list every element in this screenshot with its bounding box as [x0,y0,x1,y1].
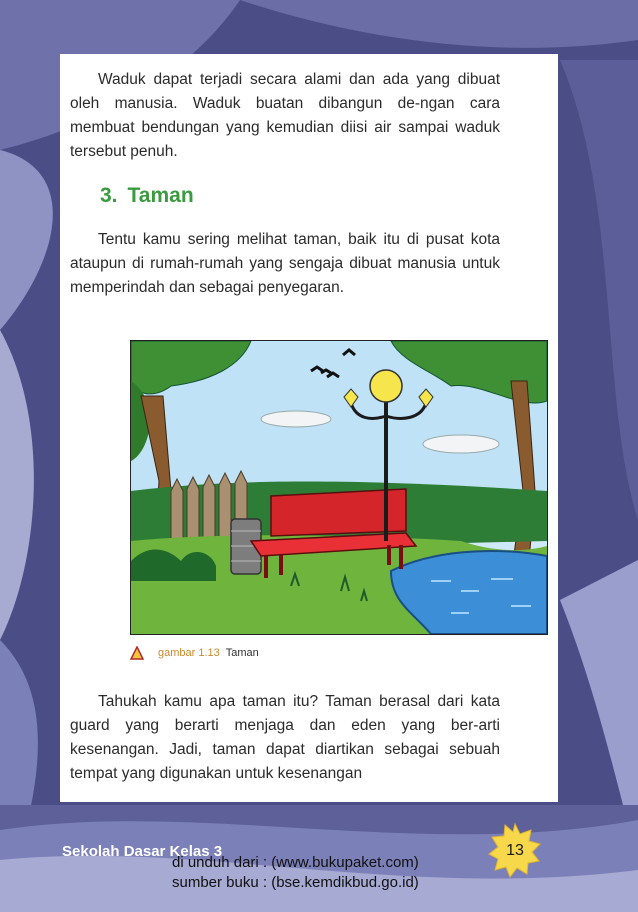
download-credits [172,853,419,893]
figure-caption [130,646,259,660]
triangle-icon [130,646,144,660]
section-title: Taman [127,184,194,207]
book-title: Sekolah Dasar Kelas 3 [62,843,223,860]
credit-line-source: sumber buku : (bse.kemdikbud.go.id) [172,874,419,891]
credit-line-download: di unduh dari : (www.bukupaket.com) [172,854,419,871]
section-number: 3. [100,184,118,207]
paragraph-taman-intro: Tentu kamu sering melihat taman, baik itu di pusat kota ataupun di rumah-rumah yang sengaja dibuat manusia untuk memperindah dan sebagai penyegaran. [70,231,500,296]
section-heading [100,184,194,208]
paragraph-waduk: Waduk dapat terjadi secara alami dan ada yang dibuat oleh manusia. Waduk buatan dibangun de-ngan cara membuat bendungan yang kemudian diisi air sampai waduk tersebut penuh. [70,71,500,160]
page-number: 13 [506,842,524,859]
paragraph-taman-definition: Tahukah kamu apa taman itu? Taman berasal dari kata guard yang berarti menjaga dan eden yang ber-arti kesenangan. Jadi, taman dapat diartikan sebagai sebuah tempat yang digunakan untuk kesenangan [70,693,500,782]
park-illustration [130,340,548,635]
figure-caption-text: Taman [225,647,259,659]
figure-label: gambar 1.13 [158,647,220,659]
